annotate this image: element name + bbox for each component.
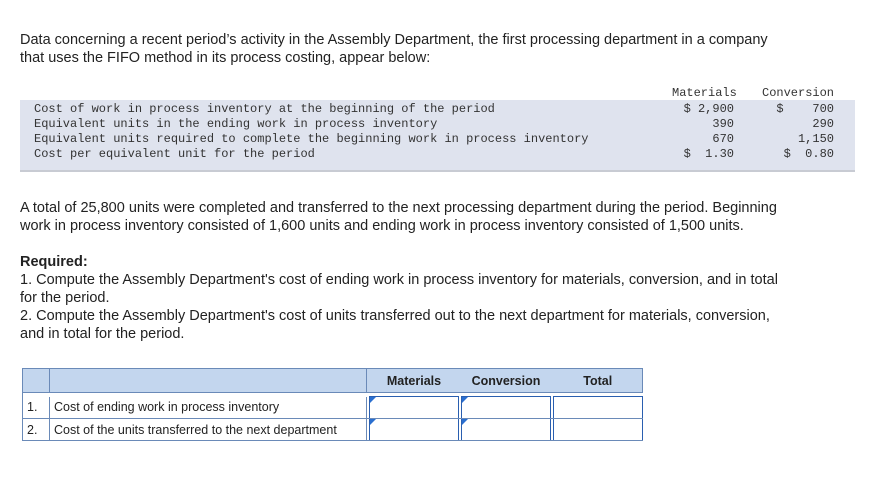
row-conversion: $ 0.80 — [783, 147, 834, 161]
input-marker-icon — [462, 419, 468, 425]
table-row — [23, 397, 643, 419]
transferred-conversion-input[interactable] — [462, 419, 551, 441]
data-row — [34, 132, 844, 147]
row-label: Cost of ending work in process inventory — [50, 397, 367, 419]
row-label: Equivalent units required to complete the beginning work in process inventory — [34, 132, 589, 146]
required-line: 2. Compute the Assembly Department's cost of units transferred out to the next department for materials, conversion, — [20, 308, 770, 324]
row-number: 2. — [23, 419, 50, 441]
row-conversion: $ 700 — [776, 102, 834, 116]
data-row — [34, 147, 844, 162]
required-line: and in total for the period. — [20, 326, 185, 342]
transferred-total-input[interactable] — [554, 419, 643, 441]
row-label: Cost of the units transferred to the next department — [50, 419, 367, 441]
row-label: Cost per equivalent unit for the period — [34, 147, 315, 161]
answer-table-header — [23, 369, 643, 393]
ending-wip-total-input[interactable] — [554, 397, 643, 419]
input-marker-icon — [462, 397, 468, 403]
row-number: 1. — [23, 397, 50, 419]
row-conversion: 290 — [812, 117, 834, 131]
paragraph-line-2: work in process inventory consisted of 1,600 units and ending work in process inventory consisted of 1,500 units. — [20, 218, 744, 234]
paragraph-line-1: A total of 25,800 units were completed and transferred to the next processing department during the period. Beginning — [20, 200, 777, 216]
required-title: Required: — [20, 254, 88, 270]
data-table-body — [20, 100, 855, 170]
answer-header-materials: Materials — [370, 369, 459, 393]
input-marker-icon — [370, 419, 376, 425]
intro-line-1: Data concerning a recent period’s activity in the Assembly Department, the first processing department in a company — [20, 32, 768, 48]
table-row — [23, 419, 643, 441]
data-table — [20, 86, 855, 172]
data-row — [34, 117, 844, 132]
ending-wip-conversion-input[interactable] — [462, 397, 551, 419]
answer-table — [22, 368, 643, 441]
answer-header-total: Total — [554, 369, 643, 393]
input-marker-icon — [370, 397, 376, 403]
row-materials: $ 1.30 — [683, 147, 734, 161]
row-materials: 670 — [712, 132, 734, 146]
row-label: Equivalent units in the ending work in process inventory — [34, 117, 438, 131]
row-materials: $ 2,900 — [683, 102, 734, 116]
required-line: for the period. — [20, 290, 110, 306]
row-conversion: 1,150 — [797, 132, 834, 146]
ending-wip-materials-input[interactable] — [370, 397, 459, 419]
required-section — [20, 253, 880, 343]
materials-header: Materials — [672, 86, 737, 100]
problem-paragraph — [20, 199, 880, 235]
intro-text — [20, 31, 870, 67]
answer-header-conversion: Conversion — [462, 369, 551, 393]
row-label: Cost of work in process inventory at the beginning of the period — [34, 102, 495, 116]
intro-line-2: that uses the FIFO method in its process costing, appear below: — [20, 50, 431, 66]
data-row — [34, 102, 844, 117]
data-table-header — [20, 86, 855, 100]
conversion-header: Conversion — [762, 86, 835, 100]
transferred-materials-input[interactable] — [370, 419, 459, 441]
required-line: 1. Compute the Assembly Department's cost of ending work in process inventory for materials, conversion, and in total — [20, 272, 778, 288]
row-materials: 390 — [712, 117, 734, 131]
